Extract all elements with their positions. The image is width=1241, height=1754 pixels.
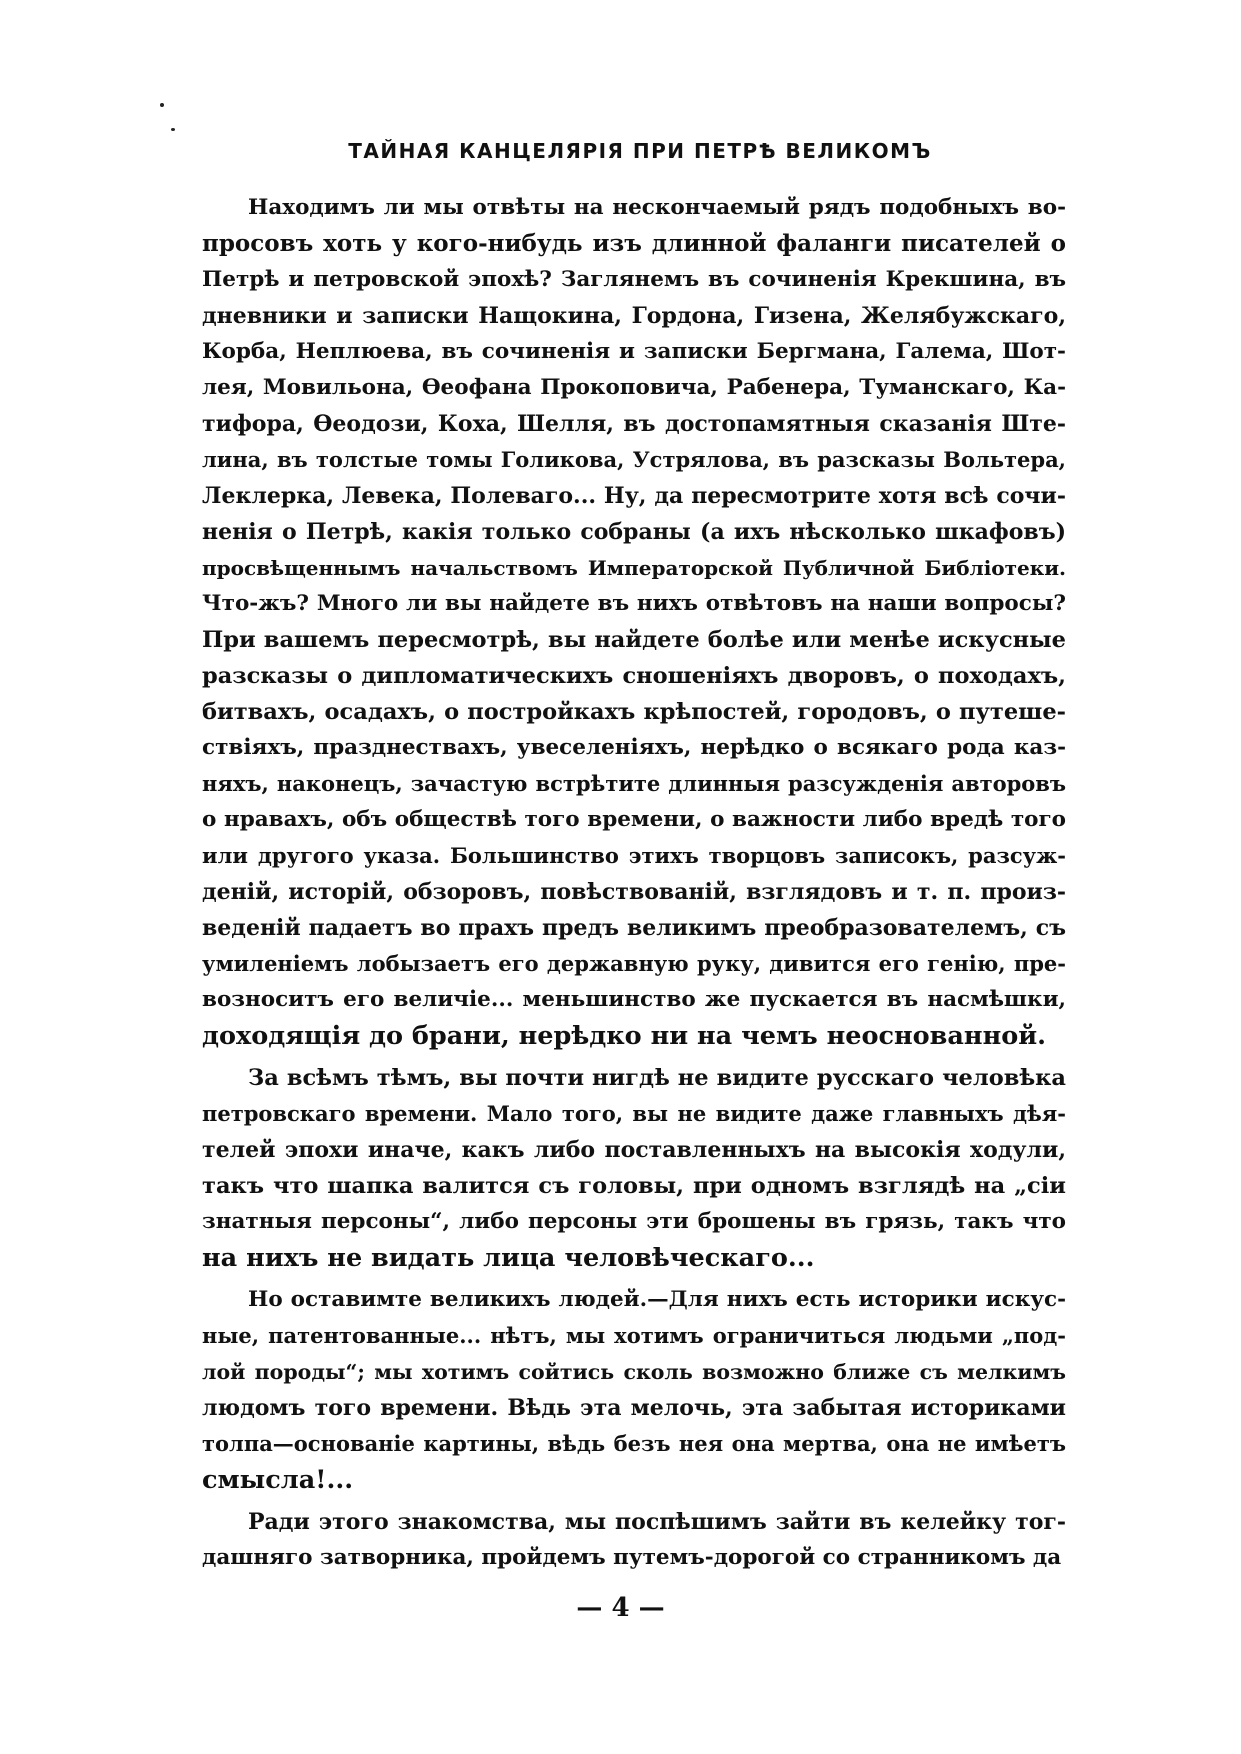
text-line: телей эпохи иначе, какъ либо поставленныхъ на высокія ходули, [202, 1137, 1066, 1163]
text-line: дашняго затворника, пройдемъ путемъ-дорогой со странникомъ да [202, 1545, 1062, 1570]
text-line: на нихъ не видать лица человѣческаго... [202, 1243, 815, 1273]
running-head: ТАЙНАЯ КАНЦЕЛЯРІЯ ПРИ ПЕТРѢ ВЕЛИКОМЪ [348, 139, 932, 163]
text-line: разсказы о дипломатическихъ сношеніяхъ дворовъ, о походахъ, [202, 663, 1066, 689]
text-line: ные, патентованные... нѣтъ, мы хотимъ ограничиться людьми „под- [202, 1323, 1066, 1348]
text-line: петровскаго времени. Мало того, вы не видите даже главныхъ дѣя- [202, 1101, 1066, 1126]
text-line: о нравахъ, объ обществѣ того времени, о важности либо вредѣ того [202, 807, 1066, 832]
text-line: Но оставимте великихъ людей.—Для нихъ есть историки искус- [248, 1287, 1066, 1312]
print-speck [160, 103, 164, 107]
paragraph [202, 1282, 1066, 1498]
text-line: Ради этого знакомства, мы поспѣшимъ зайти въ келейку тог- [248, 1509, 1066, 1535]
text-line: знатныя персоны“, либо персоны эти брошены въ грязь, такъ что [202, 1209, 1066, 1234]
body-text [202, 190, 1066, 1576]
print-speck [171, 128, 175, 131]
text-line: просовъ хоть у кого-нибудь изъ длинной фаланги писателей о [202, 230, 1066, 257]
text-line: За всѣмъ тѣмъ, вы почти нигдѣ не видите русскаго человѣка [248, 1065, 1066, 1091]
paragraph [202, 1504, 1066, 1576]
text-line: возноситъ его величіе... меньшинство же пускается въ насмѣшки, [202, 987, 1066, 1012]
text-line: битвахъ, осадахъ, о постройкахъ крѣпостей, городовъ, о путеше- [202, 699, 1066, 725]
text-line: такъ что шапка валится съ головы, при одномъ взглядѣ на „сіи [202, 1173, 1066, 1199]
text-line: толпа—основаніе картины, вѣдь безъ нея она мертва, она не имѣетъ [202, 1431, 1066, 1456]
text-line: или другого указа. Большинство этихъ творцовъ записокъ, разсуж- [202, 843, 1066, 868]
text-line: Корба, Неплюева, въ сочиненія и записки Бергмана, Галема, Шот- [202, 339, 1066, 364]
text-line: Петрѣ и петровской эпохѣ? Заглянемъ въ сочиненія Крекшина, въ [202, 267, 1066, 292]
text-line: веденій падаетъ во прахъ предъ великимъ преобразователемъ, съ [202, 915, 1066, 941]
page-number: — 4 — [576, 1593, 665, 1623]
text-line: лой породы“; мы хотимъ сойтись сколь возможно ближе съ мелкимъ [202, 1360, 1066, 1384]
text-line: доходящія до брани, нерѣдко ни на чемъ неоснованной. [202, 1021, 1047, 1051]
paragraph [202, 190, 1066, 1054]
text-line: деній, исторій, обзоровъ, повѣствованій, взглядовъ и т. п. произ- [202, 879, 1066, 905]
paragraph [202, 1060, 1066, 1276]
text-line: лея, Мовильона, Ѳеофана Прокоповича, Рабенера, Туманскаго, Ка- [202, 375, 1066, 400]
text-line: смысла!... [202, 1465, 354, 1495]
text-line: людомъ того времени. Вѣдь эта мелочь, эта забытая историками [202, 1395, 1066, 1421]
text-line: ненія о Петрѣ, какія только собраны (а ихъ нѣсколько шкафовъ) [202, 519, 1066, 545]
text-line: няхъ, наконецъ, зачастую встрѣтите длинныя разсужденія авторовъ [202, 771, 1066, 796]
text-line: умиленіемъ лобызаетъ его державную руку, дивится его генію, пре- [202, 951, 1066, 976]
text-line: тифора, Ѳеодози, Коха, Шелля, въ достопамятныя сказанія Ште- [202, 411, 1066, 437]
text-line: просвѣщеннымъ начальствомъ Императорской Публичной Библіотеки. [202, 556, 1066, 580]
text-line: ствіяхъ, празднествахъ, увеселеніяхъ, нерѣдко о всякаго рода каз- [202, 735, 1066, 760]
text-line: лина, въ толстые томы Голикова, Устрялова, въ разсказы Вольтера, [202, 447, 1066, 472]
text-line: Что-жъ? Много ли вы найдете въ нихъ отвѣтовъ на наши вопросы? [202, 591, 1066, 616]
text-line: При вашемъ пересмотрѣ, вы найдете болѣе или менѣе искусные [202, 627, 1066, 653]
text-line: Находимъ ли мы отвѣты на нескончаемый рядъ подобныхъ во- [248, 195, 1066, 220]
text-line: дневники и записки Нащокина, Гордона, Гизена, Желябужскаго, [202, 303, 1066, 329]
text-line: Леклерка, Левека, Полеваго... Ну, да пересмотрите хотя всѣ сочи- [202, 483, 1066, 509]
